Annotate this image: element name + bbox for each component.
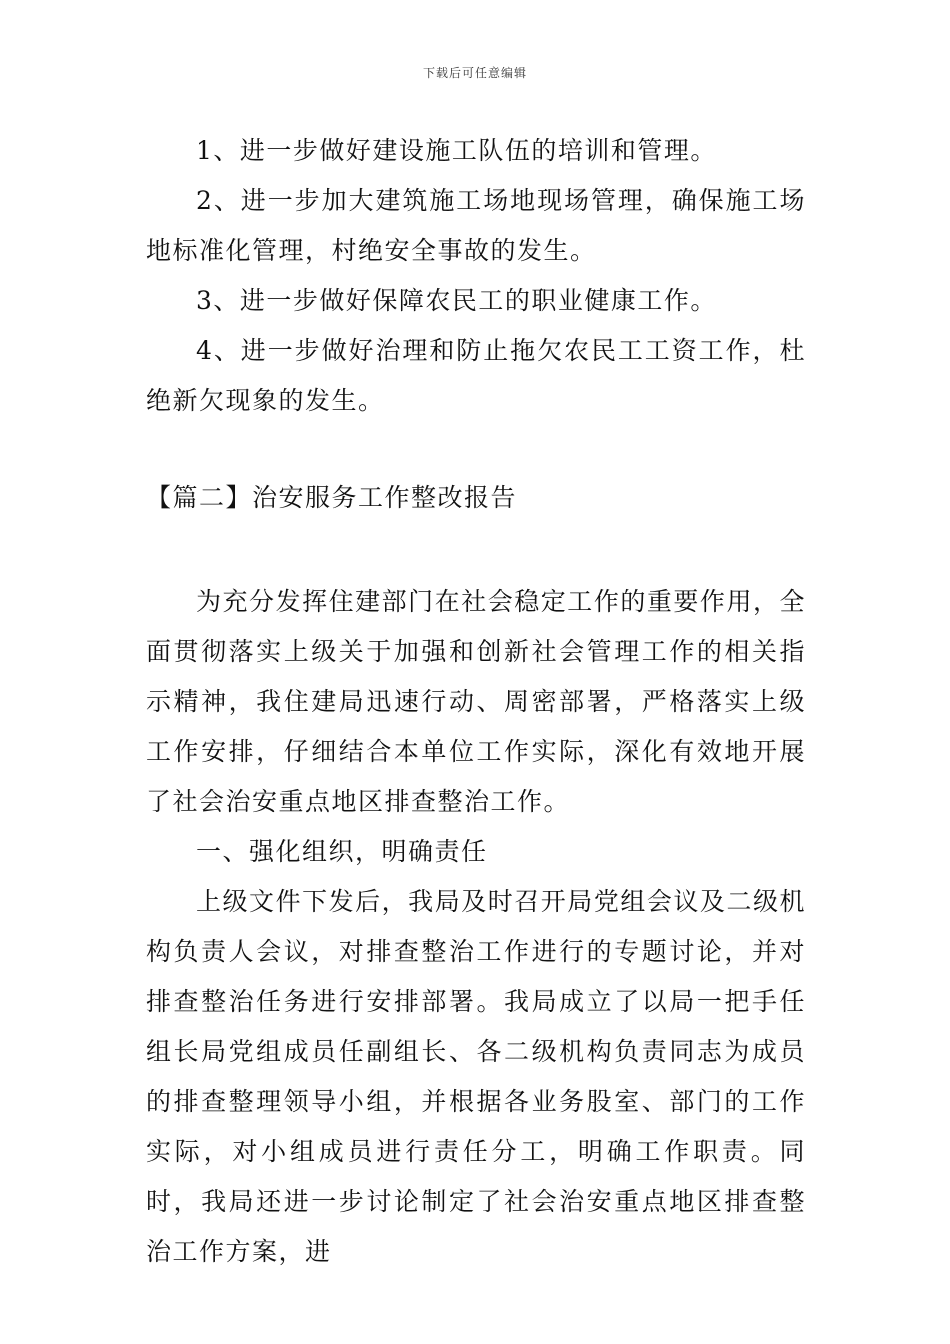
page-header-note: 下载后可任意编辑	[422, 66, 527, 80]
section-title: 【篇二】治安服务工作整改报告	[146, 483, 518, 512]
list-item-3: 3、进一步做好保障农民工的职业健康工作。	[196, 286, 717, 315]
list-item-2: 2、进一步加大建筑施工场地现场管理，确保施工场地标准化管理，村绝安全事故的发生。	[146, 186, 806, 265]
body-paragraph: 上级文件下发后，我局及时召开局党组会议及二级机构负责人会议，对排查整治工作进行的专题讨论，并对排查整治任务进行安排部署。我局成立了以局一把手任组长局党组成员任副组长、各二级机构负责同志为成员的排查整理领导小组，并根据各业务股室、部门的工作实际，对小组成员进行责任分工，明确工作职责。同时，我局还进一步讨论制定了社会治安重点地区排查整治工作方案，进	[146, 887, 806, 1266]
list-item-1: 1、进一步做好建设施工队伍的培训和管理。	[196, 136, 717, 165]
document-body	[146, 126, 806, 1277]
list-item-4: 4、进一步做好治理和防止拖欠农民工工资工作，杜绝新欠现象的发生。	[146, 336, 806, 415]
subheading: 一、强化组织，明确责任	[196, 837, 488, 866]
intro-paragraph: 为充分发挥住建部门在社会稳定工作的重要作用，全面贯彻落实上级关于加强和创新社会管理工作的相关指示精神，我住建局迅速行动、周密部署，严格落实上级工作安排，仔细结合本单位工作实际，深化有效地开展了社会治安重点地区排查整治工作。	[146, 587, 806, 816]
